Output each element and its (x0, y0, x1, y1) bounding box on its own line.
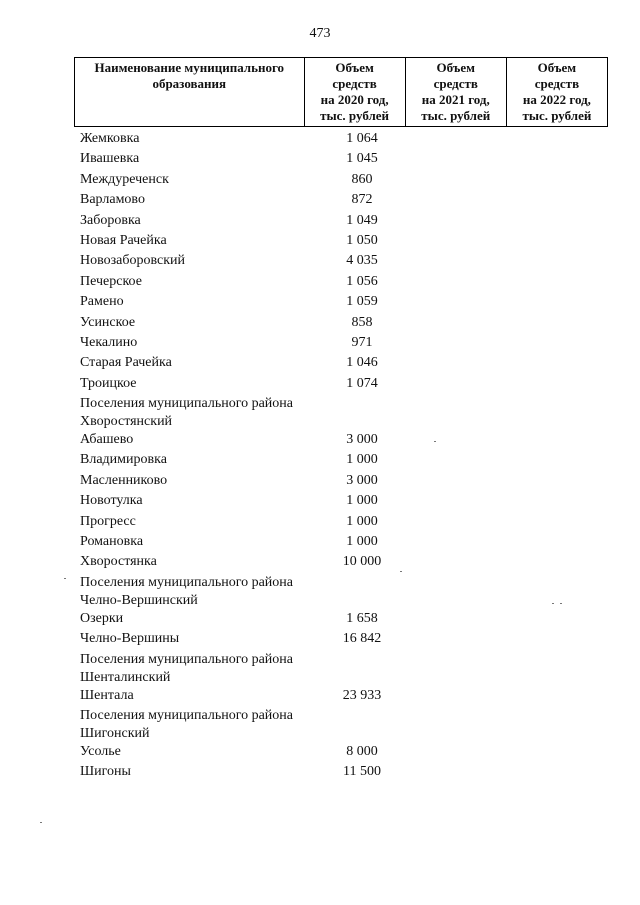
amount-2020: 11 500 (343, 764, 381, 780)
table-row (80, 130, 610, 148)
municipality-name: Озерки (80, 610, 124, 626)
municipality-name: Новая Рачейка (80, 232, 167, 248)
scan-speck (64, 578, 66, 579)
table-row (80, 191, 610, 209)
municipality-name: Прогресс (80, 513, 136, 529)
table-row (80, 610, 610, 628)
header-2021-line: тыс. рублей (421, 108, 491, 123)
header-2020-column (304, 58, 405, 127)
municipality-name: Междуреченск (80, 171, 169, 187)
municipality-name: Поселения муниципального района Челно-Вершинский (80, 574, 294, 608)
header-2021-line: на 2021 год, (421, 92, 490, 107)
amount-2020: 1 050 (346, 232, 378, 248)
table-row (80, 212, 610, 230)
header-2022-line: средств (534, 76, 580, 91)
municipality-name: Жемковка (80, 131, 140, 146)
municipality-name: Челно-Вершины (80, 631, 180, 647)
table-row (80, 492, 610, 510)
table-header (74, 57, 608, 127)
municipality-name: Старая Рачейка (80, 355, 172, 371)
header-2022-line: Объем (537, 60, 577, 75)
header-2020-line: средств (332, 76, 377, 91)
amount-2020: 1 000 (346, 534, 378, 550)
municipality-name: Абашево (80, 432, 134, 448)
municipality-name: Троицкое (80, 375, 137, 391)
table-row (80, 273, 610, 291)
group-header-row (80, 651, 610, 687)
table-row (80, 334, 610, 352)
amount-2020: 1 056 (346, 273, 378, 289)
header-2020-line: Объем (335, 60, 374, 75)
amount-2020: 1 000 (346, 452, 378, 468)
table-row (80, 150, 610, 168)
municipality-name: Заборовка (80, 212, 141, 228)
header-2020-line: тыс. рублей (320, 108, 390, 123)
municipality-name: Шигоны (80, 764, 131, 780)
amount-2020: 23 933 (342, 687, 382, 703)
municipality-name: Чекалино (80, 334, 138, 350)
scan-speck (40, 822, 42, 823)
amount-2020: 1 000 (346, 513, 378, 529)
amount-2020: 872 (351, 192, 373, 208)
municipality-name: Хворостянка (80, 554, 157, 570)
header-name-column (75, 58, 305, 127)
table-row (80, 451, 610, 469)
amount-2020: 1 045 (346, 151, 378, 167)
header-2022-column (506, 58, 607, 127)
amount-2020: 1 658 (346, 610, 378, 626)
municipality-name: Варламово (80, 192, 145, 208)
amount-2020: 1 074 (346, 375, 378, 391)
table-row (80, 687, 610, 705)
table-row (80, 252, 610, 270)
amount-2020: 3 000 (346, 432, 378, 448)
municipality-name: Рамено (80, 294, 124, 310)
scan-speck (400, 571, 402, 572)
municipality-name: Ивашевка (80, 151, 140, 167)
table-row (80, 354, 610, 372)
amount-2020: 4 035 (346, 253, 378, 269)
group-header-row (80, 574, 610, 610)
amount-2020: 3 000 (346, 472, 378, 488)
municipality-name: Новозаборовский (80, 253, 186, 269)
table-row (80, 232, 610, 250)
table-row (80, 472, 610, 490)
header-2020-line: на 2020 год, (320, 92, 389, 107)
header-name-label: Наименование муниципального образования (94, 60, 285, 91)
amount-2020: 971 (351, 334, 373, 350)
municipality-name: Новотулка (80, 493, 143, 509)
municipality-name: Печерское (80, 273, 142, 289)
scan-speck (552, 603, 554, 604)
amount-2020: 1 000 (346, 493, 378, 509)
amount-2020: 860 (351, 171, 373, 187)
municipality-name: Масленниково (80, 472, 168, 488)
amount-2020: 16 842 (342, 631, 382, 647)
municipality-name: Усолье (80, 743, 121, 759)
amount-2020: 1 064 (346, 131, 378, 146)
table-row (80, 553, 610, 571)
municipality-name: Владимировка (80, 452, 167, 468)
header-2022-line: на 2022 год, (522, 92, 591, 107)
table-row (80, 375, 610, 393)
amount-2020: 1 049 (346, 212, 378, 228)
municipality-name: Поселения муниципального района Хворостянский (80, 396, 294, 430)
amount-2020: 858 (351, 314, 373, 330)
amount-2020: 1 059 (346, 294, 378, 310)
municipality-name: Поселения муниципального района Шенталинский (80, 651, 294, 685)
table-row (80, 293, 610, 311)
header-2021-line: Объем (436, 60, 475, 75)
table-row (80, 763, 610, 781)
header-2022-line: тыс. рублей (522, 108, 592, 123)
table-row (80, 171, 610, 189)
table-row (80, 533, 610, 551)
table-row (80, 630, 610, 648)
table-row (80, 431, 610, 449)
amount-2020: 8 000 (346, 743, 378, 759)
amount-2020: 1 046 (346, 355, 378, 371)
amount-2020: 10 000 (342, 554, 382, 570)
group-header-row (80, 395, 610, 431)
header-2021-column (405, 58, 506, 127)
scan-speck (560, 603, 562, 604)
table-row (80, 743, 610, 761)
table-row (80, 314, 610, 332)
table-body (80, 130, 610, 784)
header-2021-line: средств (433, 76, 478, 91)
municipality-name: Усинское (80, 314, 136, 330)
page-number: 473 (309, 26, 331, 41)
municipality-name: Поселения муниципального района Шигонский (80, 707, 294, 741)
group-header-row (80, 707, 610, 743)
municipality-name: Романовка (80, 534, 144, 550)
municipality-name: Шентала (80, 687, 134, 703)
table-row (80, 513, 610, 531)
scan-speck (434, 441, 436, 442)
